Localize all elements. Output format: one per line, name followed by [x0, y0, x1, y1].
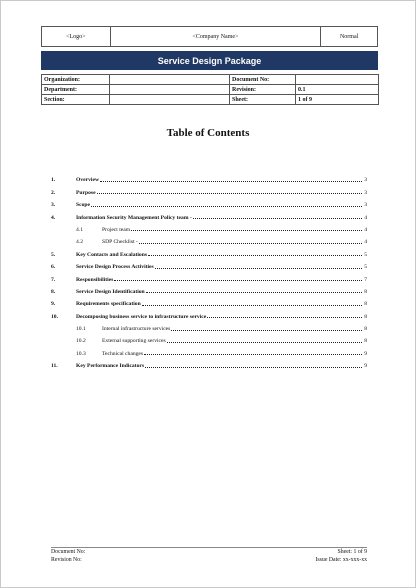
toc-leader-dots — [91, 206, 362, 207]
info-row — [42, 85, 379, 95]
toc-leader-dots — [145, 367, 362, 368]
toc-entry-page: 9 — [364, 350, 367, 357]
toc-entry-page: 8 — [364, 288, 367, 295]
toc-entry[interactable] — [51, 196, 367, 208]
toc-entry-label: Purpose — [76, 189, 96, 196]
toc-entry-label: External supporting services — [102, 338, 166, 345]
toc-entry-label: Internal infrastructure services — [102, 326, 171, 333]
footer-issue-date: Issue Date: xx-xxx-xx — [315, 557, 367, 563]
toc-entry[interactable] — [51, 245, 367, 257]
toc-leader-dots — [148, 255, 362, 256]
classification-label: Normal — [321, 27, 378, 47]
toc-entry-number: 9. — [51, 301, 56, 308]
toc-entry[interactable] — [51, 183, 367, 195]
toc-leader-dots — [171, 330, 362, 331]
header-table — [41, 26, 378, 47]
toc-leader-dots — [155, 268, 362, 269]
toc-leader-dots — [100, 181, 362, 182]
info-value — [110, 85, 230, 95]
toc-entry-label: Requirements specification — [76, 301, 141, 308]
toc-leader-dots — [167, 342, 362, 343]
info-value — [296, 75, 379, 85]
toc-entry-label: Technical changes — [102, 350, 144, 357]
info-label: Section: — [42, 95, 110, 105]
toc-entry-page: 8 — [364, 326, 367, 333]
toc-entry-number: 8. — [51, 288, 56, 295]
toc-leader-dots — [114, 280, 362, 281]
footer-document-no: Document No: — [51, 549, 86, 555]
toc-entry-page: 4 — [364, 226, 367, 233]
toc-entry-label: Project team — [102, 226, 131, 233]
toc-entry[interactable] — [51, 233, 367, 245]
info-label: Department: — [42, 85, 110, 95]
toc-entry-label: Responsibilities — [76, 276, 114, 283]
toc-leader-dots — [144, 354, 362, 355]
toc-entry[interactable] — [51, 171, 367, 183]
document-info-table — [41, 74, 379, 105]
info-value — [110, 75, 230, 85]
info-value: 0.1 — [296, 85, 379, 95]
toc-entry-page: 3 — [364, 202, 367, 209]
toc-entry-page: 4 — [364, 239, 367, 246]
toc-leader-dots — [97, 193, 362, 194]
toc-entry-number: 3. — [51, 202, 56, 209]
toc-entry-number: 5. — [51, 251, 56, 258]
toc-entry-page: 4 — [364, 214, 367, 221]
toc-entry[interactable] — [51, 295, 367, 307]
toc-heading: Table of Contents — [166, 127, 250, 139]
footer-divider — [51, 547, 367, 548]
footer-sheet: Sheet: 1 of 9 — [337, 549, 367, 555]
toc-entry-label: Key Performance Indicators — [76, 363, 145, 370]
toc-entry-page: 8 — [364, 301, 367, 308]
toc-entry-label: Scope — [76, 202, 90, 209]
toc-entry-page: 9 — [364, 363, 367, 370]
company-name: <Company Name> — [110, 27, 321, 47]
toc-entry-label: Service Design Process Activities — [76, 264, 154, 271]
toc-entry-number: 7. — [51, 276, 56, 283]
toc-entry[interactable] — [51, 221, 367, 233]
info-value — [110, 95, 230, 105]
toc-entry-label: Key Contacts and Escalations — [76, 251, 148, 258]
info-value: 1 of 9 — [296, 95, 379, 105]
toc-entry-page: 7 — [364, 276, 367, 283]
table-of-contents — [51, 171, 367, 369]
toc-entry-page: 8 — [364, 338, 367, 345]
toc-entry-number: 6. — [51, 264, 56, 271]
info-label: Sheet: — [230, 95, 296, 105]
footer-revision-no: Revision No: — [51, 557, 82, 563]
info-row — [42, 95, 379, 105]
toc-entry-label: Overview — [76, 177, 99, 184]
toc-entry-number: 10. — [51, 313, 58, 320]
toc-entry[interactable] — [51, 283, 367, 295]
toc-leader-dots — [142, 305, 362, 306]
toc-entry-label: Decomposing business service to infrastructure service — [76, 313, 207, 320]
toc-entry[interactable] — [51, 332, 367, 344]
toc-entry-number: 10.2 — [76, 338, 86, 345]
toc-leader-dots — [139, 243, 362, 244]
toc-entry[interactable] — [51, 258, 367, 270]
logo-placeholder: <Logo> — [42, 27, 111, 47]
toc-entry-number: 10.1 — [76, 326, 86, 333]
document-title-banner: Service Design Package — [41, 51, 378, 70]
toc-entry-page: 3 — [364, 177, 367, 184]
toc-entry-number: 10.3 — [76, 350, 86, 357]
toc-entry-page: 3 — [364, 189, 367, 196]
info-label: Document No: — [230, 75, 296, 85]
toc-entry-page: 8 — [364, 313, 367, 320]
toc-entry[interactable] — [51, 357, 367, 369]
toc-entry-label: Service Design Identification — [76, 288, 145, 295]
toc-entry-number: 11. — [51, 363, 58, 370]
toc-leader-dots — [146, 292, 362, 293]
toc-entry-number: 4.1 — [76, 226, 83, 233]
toc-entry[interactable] — [51, 270, 367, 282]
toc-entry-label: SDP Checklist - — [102, 239, 138, 246]
toc-entry[interactable] — [51, 320, 367, 332]
toc-entry-number: 1. — [51, 177, 56, 184]
toc-entry[interactable] — [51, 344, 367, 356]
toc-entry-page: 5 — [364, 251, 367, 258]
info-label: Revision: — [230, 85, 296, 95]
toc-entry-page: 5 — [364, 264, 367, 271]
toc-entry[interactable] — [51, 307, 367, 319]
toc-leader-dots — [207, 317, 362, 318]
toc-leader-dots — [131, 230, 362, 231]
toc-entry-number: 4.2 — [76, 239, 83, 246]
toc-entry-number: 2. — [51, 189, 56, 196]
info-row — [42, 75, 379, 85]
toc-entry[interactable] — [51, 208, 367, 220]
toc-entry-label: Information Security Management Policy team - — [76, 214, 192, 221]
toc-leader-dots — [193, 218, 362, 219]
toc-entry-number: 4. — [51, 214, 56, 221]
info-label: Organization: — [42, 75, 110, 85]
